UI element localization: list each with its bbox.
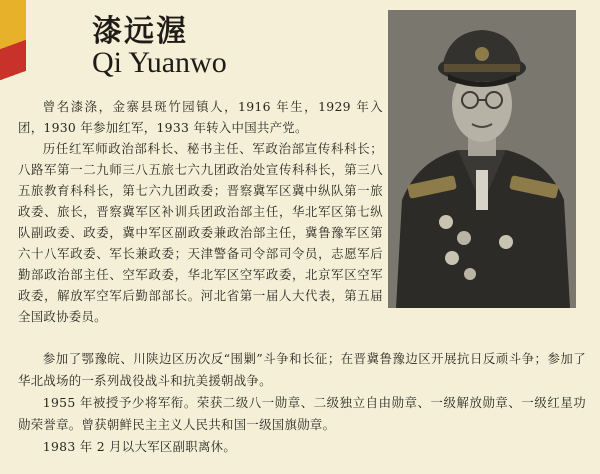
person-name-english: Qi Yuanwo xyxy=(92,46,227,79)
bio-paragraph-retirement: 1983 年 2 月以大军区副职离休。 xyxy=(42,439,237,454)
portrait-illustration xyxy=(388,10,576,308)
bio-paragraph-career: 历任红军师政治部科长、秘书主任、军政治部宣传科科长；八路军第一二九师三八五旅七六九团政治处宣传科科长，第三八五旅教育科科长，第七六九团政委；晋察冀军区冀中纵队第一旅政委、旅长，晋察冀军区补训兵团政治部主任，华北军区第七纵队副政委、政委，冀中军区副政委兼政治部主任，冀鲁豫军区第六十八军政委、军长兼政委；天津警备司令部司令员，志愿军后勤部政治部主任、空军政委，华北军区空军政委，北京军区空军政委，解放军空军后勤部部长。河北省第一届人大代表，第五届全国政协委员。 xyxy=(18,141,383,324)
person-name-chinese: 漆远渥 xyxy=(92,14,188,49)
portrait-photo xyxy=(388,10,576,308)
bio-paragraph-birth: 曾名漆涤，金寨县斑竹园镇人，1916 年生，1929 年入团，1930 年参加红军，1933 年转入中国共产党。 xyxy=(18,99,383,135)
biography-text-wide xyxy=(18,348,586,458)
bio-paragraph-battles: 参加了鄂豫皖、川陕边区历次反“围剿”斗争和长征；在晋冀鲁豫边区开展抗日反顽斗争；参加了华北战场的一系列战役战斗和抗美援朝战争。 xyxy=(18,351,586,388)
bio-paragraph-honors: 1955 年被授予少将军衔。荣获二级八一勋章、二级独立自由勋章、一级解放勋章、一级红星功勋荣誉章。曾获朝鲜民主主义人民共和国一级国旗勋章。 xyxy=(18,395,586,432)
biography-text xyxy=(18,96,383,327)
